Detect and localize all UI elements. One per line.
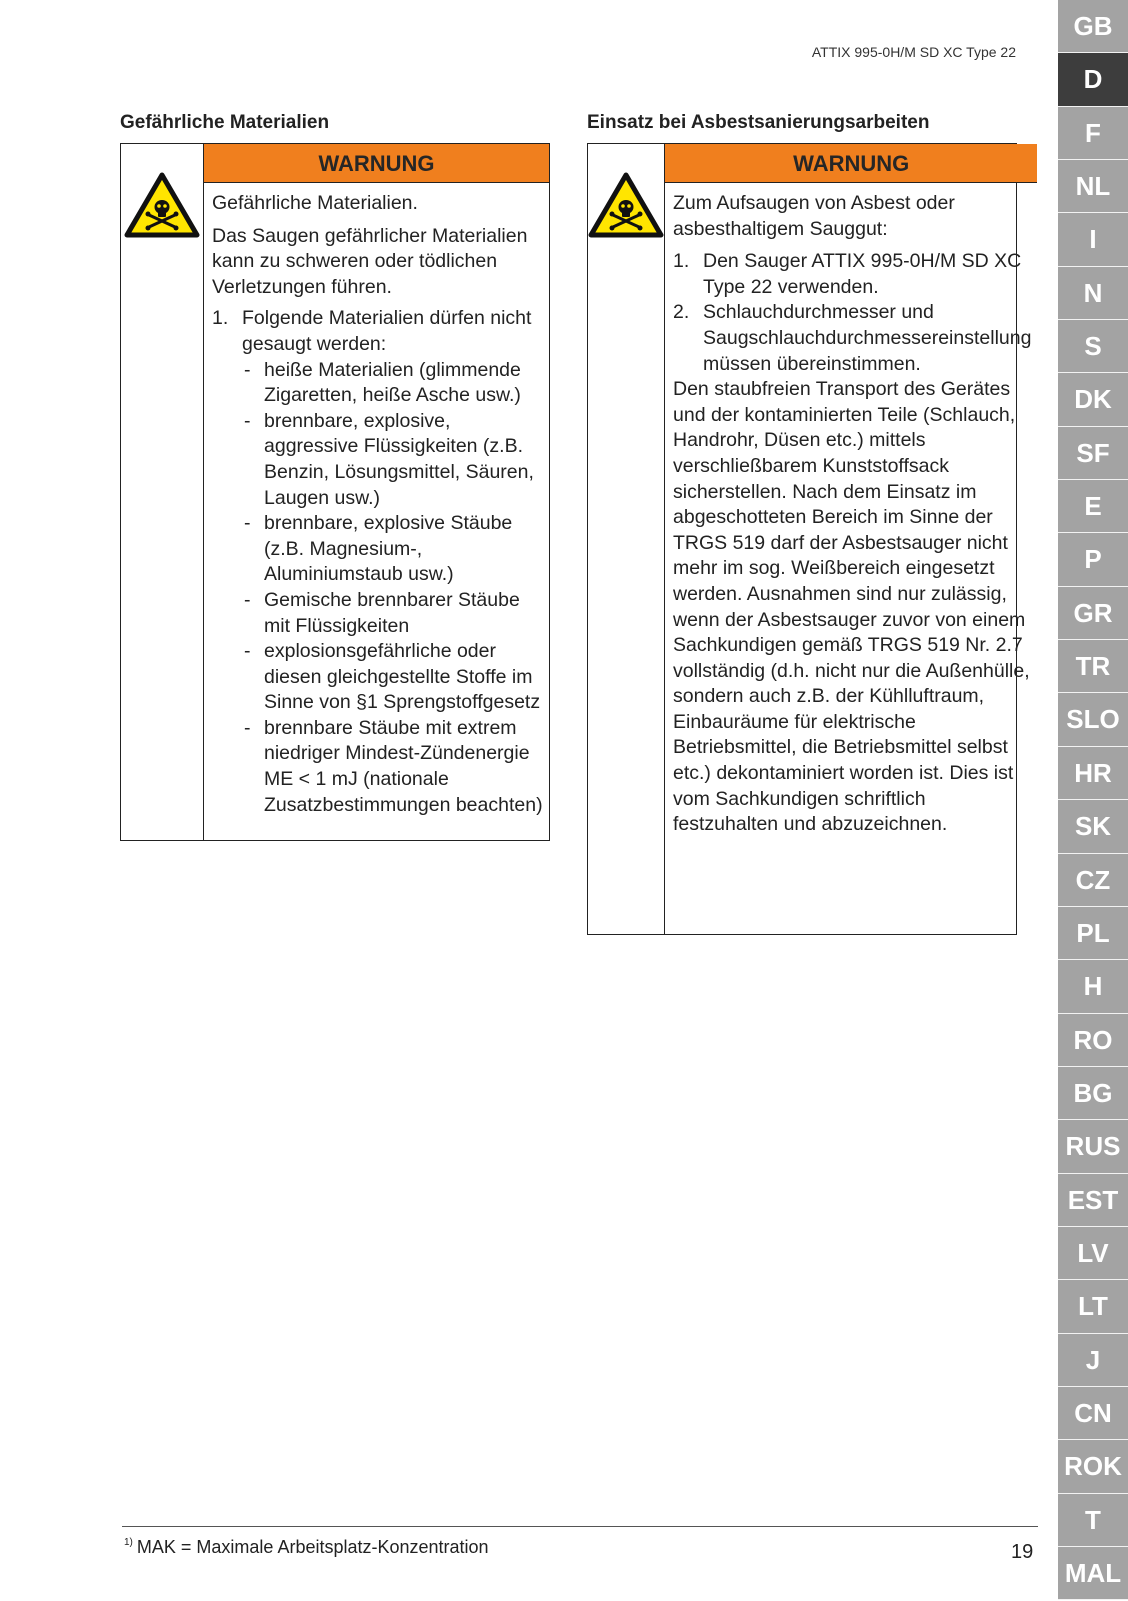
list-item-text: explosionsgefährliche oder diesen gleichgestellte Stoffe im Sinne von §1 Sprengstoffgesetz: [264, 640, 541, 714]
warning-icon-column: [121, 144, 204, 840]
language-tab-rok[interactable]: ROK: [1058, 1440, 1128, 1493]
language-tab-lt[interactable]: LT: [1058, 1280, 1128, 1333]
footnote-mark: 1): [124, 1537, 133, 1548]
dash-list: [244, 358, 543, 819]
list-item: - brennbare, explosive, aggressive Flüssigkeiten (z.B. Benzin, Lösungsmittel, Säuren, Laugen usw.): [244, 409, 543, 511]
warning-text: Zum Aufsaugen von Asbest oder asbesthaltigem Sauggut:: [673, 192, 955, 240]
list-text: Folgende Materialien dürfen nicht gesaugt werden:: [242, 307, 532, 355]
warning-box-hazardous-materials: [120, 143, 550, 841]
language-tab-mal[interactable]: MAL: [1058, 1547, 1128, 1600]
language-tab-n[interactable]: N: [1058, 267, 1128, 320]
language-tab-dk[interactable]: DK: [1058, 373, 1128, 426]
toxic-hazard-icon: [124, 172, 200, 840]
warning-text: Das Saugen gefährlicher Materialien kann zu schweren oder tödlichen Verletzungen führen.: [212, 224, 528, 298]
language-tab-pl[interactable]: PL: [1058, 907, 1128, 960]
list-item: - brennbare Stäube mit extrem niedriger Mindest-Zündenergie ME < 1 mJ (nationale Zusatzbestimmungen beachten): [244, 716, 543, 818]
footnote-text: MAK = Maximale Arbeitsplatz-Konzentration: [136, 1537, 489, 1557]
language-tab-j[interactable]: J: [1058, 1334, 1128, 1387]
warning-icon-column: [588, 144, 665, 934]
warning-label: WARNUNG: [204, 144, 549, 183]
list-item: - Gemische brennbarer Stäube mit Flüssigkeiten: [244, 588, 543, 639]
numbered-list-item: [673, 300, 1031, 377]
language-tab-sf[interactable]: SF: [1058, 427, 1128, 480]
list-number: 1.: [673, 250, 690, 273]
toxic-hazard-icon: [588, 172, 664, 934]
list-item: - brennbare, explosive Stäube (z.B. Magnesium-, Aluminiumstaub usw.): [244, 511, 543, 588]
warning-label: WARNUNG: [665, 144, 1037, 183]
language-tab-tr[interactable]: TR: [1058, 640, 1128, 693]
list-item: - explosionsgefährliche oder diesen gleichgestellte Stoffe im Sinne von §1 Sprengstoffgesetz: [244, 639, 543, 716]
section-heading-hazardous-materials: Gefährliche Materialien: [120, 112, 330, 133]
numbered-list-item: [212, 306, 543, 357]
language-tab-rus[interactable]: RUS: [1058, 1120, 1128, 1173]
language-tab-p[interactable]: P: [1058, 533, 1128, 586]
language-tab-h[interactable]: H: [1058, 960, 1128, 1013]
language-tab-slo[interactable]: SLO: [1058, 693, 1128, 746]
list-text: Den Sauger ATTIX 995-0H/M SD XC Type 22 verwenden.: [703, 250, 1022, 298]
language-tab-hr[interactable]: HR: [1058, 747, 1128, 800]
warning-text: Den staubfreien Transport des Gerätes und der kontaminierten Teile (Schlauch, Handrohr, Düsen etc.) mittels verschließbarem Kunststoffsack sicherstellen. Nach dem Einsatz im abgeschotteten Bereich im Sinne der TRGS 519 darf der Asbestsauger nicht mehr im sog. Weißbereich eingesetzt werden. Ausnahmen sind nur zulässig, wenn der Asbestsauger zuvor von einem Sachkundigen gemäß TRGS 519 Nr. 2.7 vollständig (d.h. nicht nur die Außenhülle, sondern auch z.B. der Kühlluftraum, Einbauräume für elektrische Betriebsmittel, die Betriebsmittel selbst etc.) dekontaminiert worden ist. Dies ist vom Sachkundigen schriftlich festzuhalten und abzuzeichnen.: [673, 378, 1030, 836]
list-item-text: Gemische brennbarer Stäube mit Flüssigkeiten: [264, 588, 520, 637]
warning-box-asbestos: [587, 143, 1032, 935]
language-tab-nl[interactable]: NL: [1058, 160, 1128, 213]
language-tab-d[interactable]: D: [1058, 53, 1128, 106]
list-item-text: heiße Materialien (glimmende Zigaretten, heiße Asche usw.): [264, 358, 521, 407]
warning-text: Gefährliche Materialien.: [212, 192, 418, 214]
page-number: 19: [1011, 1541, 1034, 1563]
language-tab-s[interactable]: S: [1058, 320, 1128, 373]
language-tab-t[interactable]: T: [1058, 1494, 1128, 1547]
language-tab-est[interactable]: EST: [1058, 1174, 1128, 1227]
list-text: Schlauchdurchmesser und Saugschlauchdurchmessereinstellung müssen übereinstimmen.: [703, 301, 1032, 375]
language-tab-i[interactable]: I: [1058, 213, 1128, 266]
list-number: 1.: [212, 307, 229, 330]
list-item-text: brennbare, explosive Stäube (z.B. Magnesium-, Aluminiumstaub usw.): [264, 512, 513, 586]
language-tab-gb[interactable]: GB: [1058, 0, 1128, 53]
numbered-list-item: [673, 249, 1031, 300]
language-tab-bg[interactable]: BG: [1058, 1067, 1128, 1120]
list-item: - heiße Materialien (glimmende Zigaretten, heiße Asche usw.): [244, 358, 543, 409]
list-number: 2.: [673, 301, 690, 324]
language-tab-gr[interactable]: GR: [1058, 587, 1128, 640]
section-heading-asbestos: Einsatz bei Asbestsanierungsarbeiten: [587, 112, 930, 133]
language-tab-e[interactable]: E: [1058, 480, 1128, 533]
language-tab-f[interactable]: F: [1058, 107, 1128, 160]
language-tab-cz[interactable]: CZ: [1058, 854, 1128, 907]
document-header: ATTIX 995-0H/M SD XC Type 22: [811, 44, 1016, 60]
language-tab-sk[interactable]: SK: [1058, 800, 1128, 853]
language-tab-bar: [1058, 0, 1128, 1601]
language-tab-cn[interactable]: CN: [1058, 1387, 1128, 1440]
list-item-text: brennbare, explosive, aggressive Flüssigkeiten (z.B. Benzin, Lösungsmittel, Säuren, Laugen usw.): [264, 409, 534, 509]
language-tab-ro[interactable]: RO: [1058, 1014, 1128, 1067]
footnote: [124, 1537, 489, 1558]
language-tab-lv[interactable]: LV: [1058, 1227, 1128, 1280]
footer-divider: [122, 1526, 1038, 1527]
list-item-text: brennbare Stäube mit extrem niedriger Mindest-Zündenergie ME < 1 mJ (nationale Zusatzbestimmungen beachten): [264, 716, 543, 816]
